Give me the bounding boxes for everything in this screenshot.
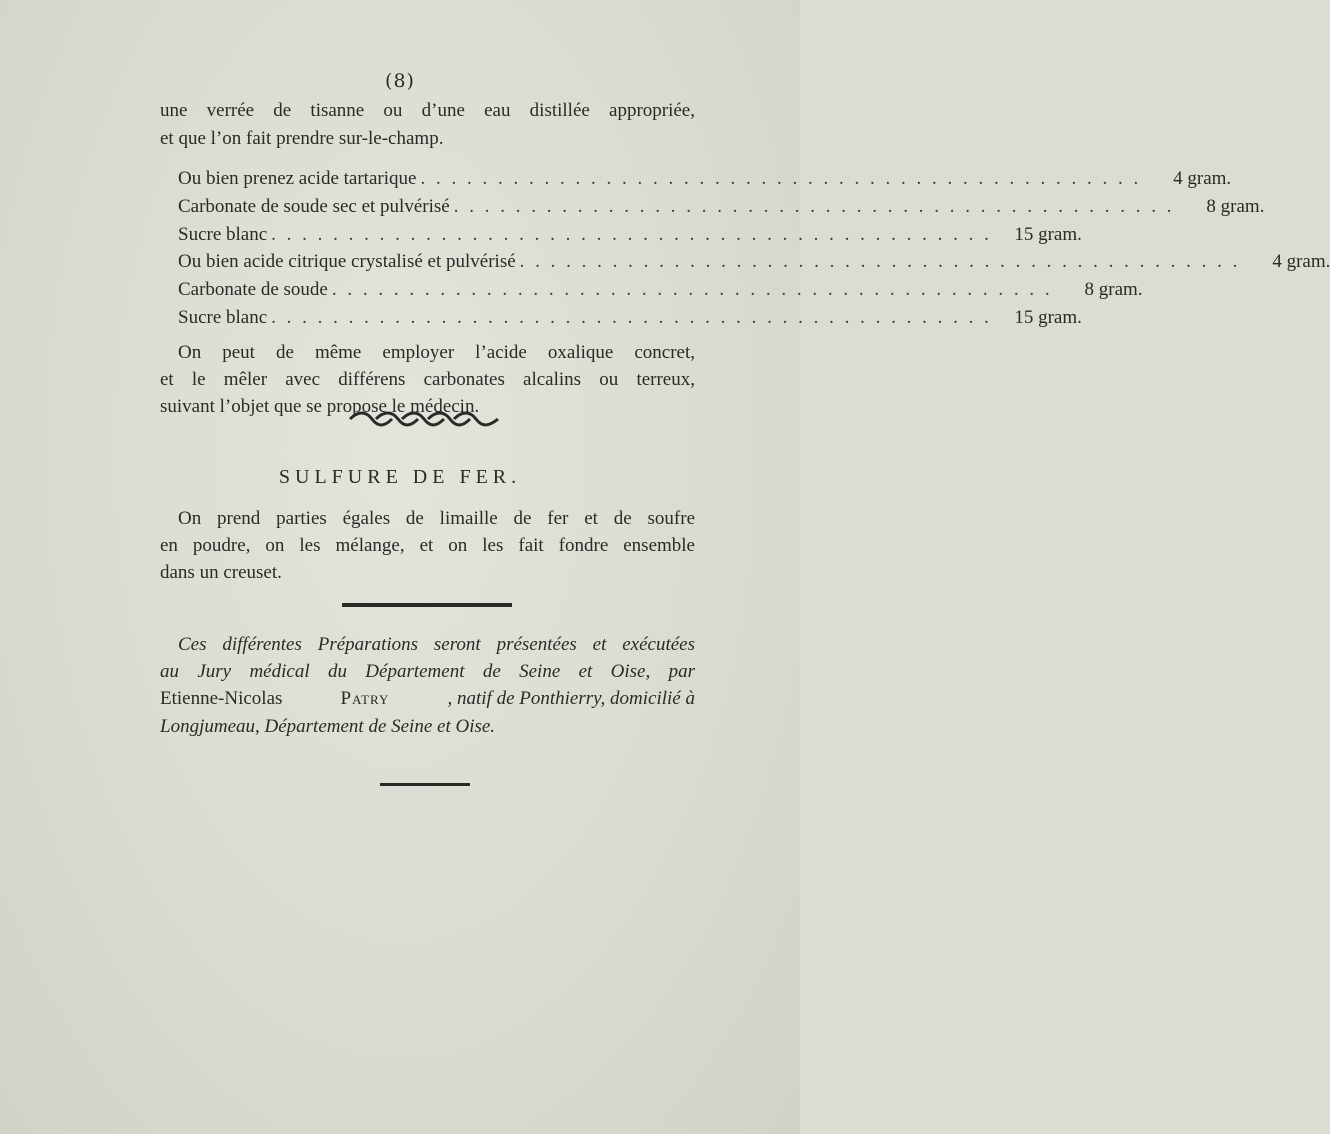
recipe-qty: 15 gram. bbox=[1014, 224, 1082, 245]
recipe-row bbox=[178, 307, 1082, 331]
sulfure-line-2: en poudre, on les mélange, et on les fait fondre ensemble bbox=[160, 535, 695, 556]
divider-rule bbox=[342, 603, 512, 607]
recipe-item: Carbonate de soude bbox=[178, 279, 328, 300]
intro-line-2: et que l’on fait prendre sur-le-champ. bbox=[160, 128, 444, 149]
leader-dots: . . . . . . . . . . . . . . . . . . . . . . . . . . . . . . . . . . . . . . . . . . . . . . . bbox=[519, 251, 1241, 272]
recipe-qty: 4 gram. bbox=[1272, 251, 1330, 272]
recipe-item: Sucre blanc bbox=[178, 307, 268, 328]
recipe-item: Ou bien acide citrique crystalisé et pulvérisé bbox=[178, 251, 516, 272]
recipe-row bbox=[178, 279, 1143, 303]
recipe-row bbox=[178, 251, 1330, 275]
note-line-4: Longjumeau, Département de Seine et Oise. bbox=[160, 716, 496, 737]
recipe-item: Carbonate de soude sec et pulvérisé bbox=[178, 196, 450, 217]
recipe-qty: 8 gram. bbox=[1084, 279, 1143, 300]
leader-dots: . . . . . . . . . . . . . . . . . . . . . . . . . . . . . . . . . . . . . . . . . . . . . . . bbox=[453, 196, 1175, 217]
leader-dots: . . . . . . . . . . . . . . . . . . . . . . . . . . . . . . . . . . . . . . . . . . . . . . . bbox=[271, 307, 992, 328]
recipe-row bbox=[178, 224, 1082, 248]
end-rule bbox=[380, 783, 470, 786]
section-title: SULFURE DE FER. bbox=[278, 466, 522, 488]
sulfure-line-3: dans un creuset. bbox=[160, 562, 282, 583]
recipe-qty: 8 gram. bbox=[1206, 196, 1265, 217]
note-line-2: au Jury médical du Département de Seine et Oise, par bbox=[160, 661, 695, 682]
recipe-row bbox=[178, 168, 1232, 192]
recipe-item: Sucre blanc bbox=[178, 224, 268, 245]
recipe-qty: 4 gram. bbox=[1173, 168, 1232, 189]
oxalic-line-2: et le mêler avec différens carbonates alcalins ou terreux, bbox=[160, 369, 695, 390]
leader-dots: . . . . . . . . . . . . . . . . . . . . . . . . . . . . . . . . . . . . . . . . . . . . . . . bbox=[420, 168, 1142, 189]
page-number: (8) bbox=[385, 70, 415, 92]
recipe-item: Ou bien prenez acide tartarique bbox=[178, 168, 417, 189]
oxalic-line-1: On peut de même employer l’acide oxalique concret, bbox=[178, 342, 695, 363]
note-line-3 bbox=[160, 688, 695, 710]
author-surname: Patry bbox=[340, 688, 390, 709]
recipe-qty: 15 gram. bbox=[1014, 307, 1082, 328]
leader-dots: . . . . . . . . . . . . . . . . . . . . . . . . . . . . . . . . . . . . . . . . . . . . . . . bbox=[271, 224, 992, 245]
sulfure-line-1: On prend parties égales de limaille de fer et de soufre bbox=[178, 508, 695, 529]
author-details: , natif de Ponthierry, domicilié à bbox=[447, 688, 695, 709]
recipe-row bbox=[178, 196, 1265, 220]
ornament-divider bbox=[348, 408, 500, 430]
oxalic-line-3: suivant l’objet que se propose le médecin. bbox=[160, 396, 480, 417]
leader-dots: . . . . . . . . . . . . . . . . . . . . . . . . . . . . . . . . . . . . . . . . . . . . . . . bbox=[331, 279, 1053, 300]
author-name: Etienne-Nicolas bbox=[160, 688, 283, 709]
intro-line-1: une verrée de tisanne ou d’une eau distillée appropriée, bbox=[160, 100, 695, 121]
note-line-1: Ces différentes Préparations seront présentées et exécutées bbox=[178, 634, 695, 655]
